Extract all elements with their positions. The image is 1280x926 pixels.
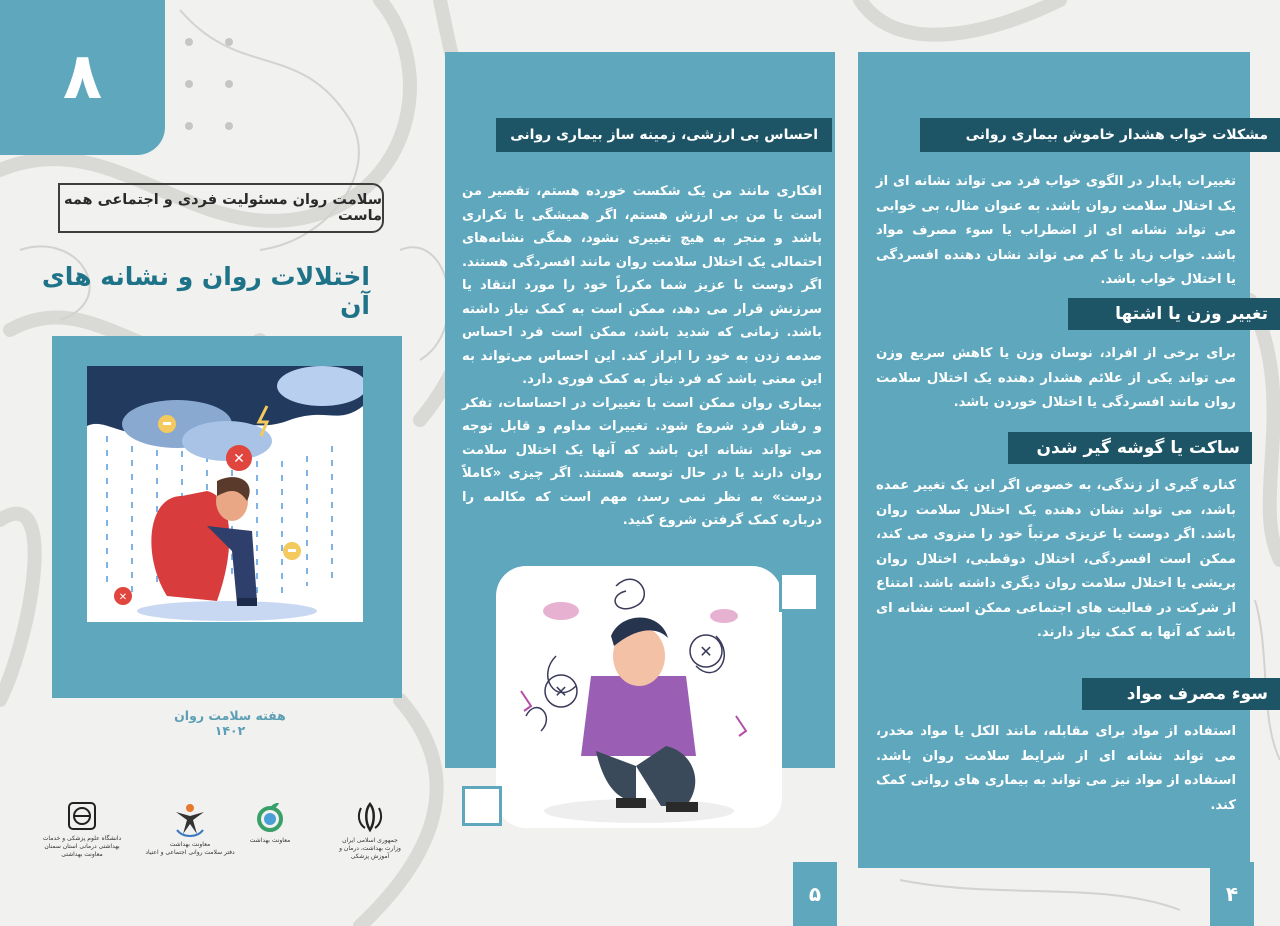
substance-abuse-heading: سوء مصرف مواد xyxy=(1082,678,1280,710)
page-number-4: ۴ xyxy=(1210,862,1254,926)
worthlessness-paragraph-1: افکاری مانند من یک شکست خورده هستم، تقصیر من است یا من بی ارزش هستم، اگر همیشگی یا تکراری باشد و منجر به هیچ تغییری نشود، همگی نشانه‌های احتمالی یک اختلال سلامت روان مانند افسردگی هستند. اگر دوست یا عزیز شما مکرراً خود را مورد انتقاد یا سرزنش قرار می دهد، ممکن است به کمک نیاز داشته باشد. زمانی که شدید باشد، ممکن است فرد احساس صدمه زدن به خود را ابراز کند. این احساس می‌تواند به این معنی باشد که فرد نیاز به کمک فوری دارد. xyxy=(462,184,822,387)
sleep-problems-text: تغییرات پایدار در الگوی خواب فرد می تواند نشانه ای از یک اختلال سلامت روان باشد. به عنوان مثال، بی خوابی می تواند نشانه ای از اضطراب یا سوء مصرف مواد باشد. خواب زیاد یا کم می تواند نشان دهنده افسردگی یا اختلال خواب باشد. xyxy=(876,174,1236,287)
worthlessness-heading: احساس بی ارزشی، زمینه ساز بیماری روانی xyxy=(496,118,832,152)
svg-text:✕: ✕ xyxy=(554,682,568,701)
university-emblem-icon xyxy=(66,800,98,832)
health-leaf-icon xyxy=(253,800,287,834)
sleep-problems-heading: مشکلات خواب هشدار خاموش بیماری روانی xyxy=(920,118,1280,152)
weight-appetite-heading: تغییر وزن یا اشتها xyxy=(1068,298,1280,330)
withdrawal-text: کناره گیری از زندگی، به خصوص اگر این یک تغییر عمده باشد، می تواند نشان دهنده یک اختلال سلامت روان باشد. اگر دوست یا عزیزی مرتباً خود را منزوی می کند، ممکن است افسردگی، اختلال دوقطبی، اختلال روان پریشی یا اختلال سلامت روان دیگری داشته باشد. امتناع از شرکت در فعالیت های اجتماعی ممکن است نشانه ای باشد که آنها به کمک نیاز دارند. xyxy=(876,478,1236,640)
substance-abuse-text: استفاده از مواد برای مقابله، مانند الکل یا مواد مخدر، می تواند نشانه ای از شرایط سلامت روان باشد. استفاده از مواد نیز می تواند به بیماری های روانی کمک کند. xyxy=(876,724,1236,813)
page-title: اختلالات روان و نشانه های آن xyxy=(41,262,370,320)
dots-pattern xyxy=(185,38,245,138)
chapter-number: ۸ xyxy=(62,40,103,114)
weight-appetite-text: برای برخی از افراد، نوسان وزن یا کاهش سریع وزن می تواند یکی از علائم هشدار دهنده یک اختلال سلامت روان مانند افسردگی یا اختلال خوردن باشد. xyxy=(876,346,1236,410)
worthlessness-paragraph-2: بیماری روان ممکن است با تغییرات در احساسات، تفکر و رفتار فرد شروع شود. تغییرات مداوم و قابل توجه می تواند نشانه این باشد که آنها یک اختلال سلامت روان دارند یا در حال توسعه هستند. اگر چیزی «کاملاً درست» به نظر نمی رسد، مهم است که مکالمه را درباره کمک گرفتن شروع کنید. xyxy=(462,395,822,528)
sad-person-rain-illustration xyxy=(87,366,363,622)
svg-text:✕: ✕ xyxy=(233,451,245,467)
decorative-square xyxy=(779,572,819,612)
worthlessness-text xyxy=(462,180,822,533)
stressed-man-illustration xyxy=(496,566,782,828)
mental-health-office-logo: معاونت بهداشت دفتر سلامت روانی اجتماعی و اعتیاد xyxy=(140,800,240,857)
ministry-logo: جمهوری اسلامی ایران وزارت بهداشت، درمان و آموزش پزشکی xyxy=(330,800,410,861)
motto-box: سلامت روان مسئولیت فردی و اجتماعی همه ماست xyxy=(58,183,384,233)
svg-text:✕: ✕ xyxy=(699,642,713,661)
university-logo: دانشگاه علوم پزشکی و خدمات بهداشتی درمانی استان سمنان معاونت بهداشتی xyxy=(32,800,132,859)
svg-text:✕: ✕ xyxy=(118,592,128,603)
page-number-5: ۵ xyxy=(793,862,837,926)
mental-health-week-label: هفته سلامت روان ۱۴۰۲ xyxy=(174,708,286,738)
iran-emblem-icon xyxy=(353,800,387,834)
health-deputy-logo: معاونت بهداشت xyxy=(245,800,295,845)
withdrawal-heading: ساکت یا گوشه گیر شدن xyxy=(1008,432,1252,464)
person-figure-icon xyxy=(171,800,209,838)
chapter-number-tab xyxy=(0,0,165,155)
decorative-square xyxy=(462,786,502,826)
